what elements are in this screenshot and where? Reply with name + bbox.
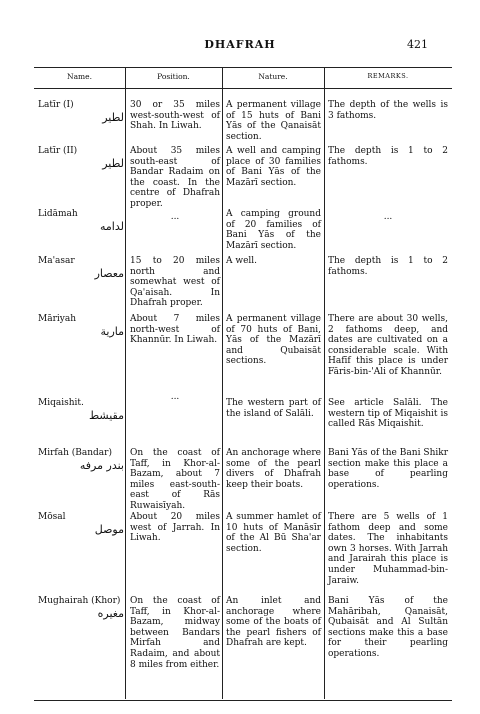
table-cell-nature: A camping ground of 20 families of Bani Yās of the Mazārī section. [226,209,321,251]
table-cell-remarks: See article Salāli. The western tip of Miqaishit is called Rās Miqaishit. [328,398,448,430]
table-cell-nature: An inlet and anchorage where some of the boats of the pearl fishers of Dhafrah are kept. [226,596,321,649]
table-cell-nature: A permanent village of 15 huts of Bani Yās of the Qanaisāt section. [226,100,321,142]
place-name: Mōsal [38,512,66,522]
table-cell-position: On the coast of Taff, in Khor-al-Bazam, about 7 miles east-south-east of Rās Ruwaisīyah. [130,448,220,511]
arabic-name: مقيشط [88,408,124,422]
column-divider [324,67,325,699]
table-cell-remarks: Bani Yās of the Mahāribah, Qanaisāt, Qubaisāt and Al Sultān sections make this a base for their pearling operations. [328,596,448,659]
table-cell-position: 15 to 20 miles north and somewhat west of Qa'aisah. In Dhafrah proper. [130,256,220,309]
table-row-name [38,398,124,421]
column-divider [125,67,126,699]
table-row-name [38,256,124,279]
column-header-remarks: REMARKS. [367,72,409,80]
table-row-name [38,448,124,471]
header-divider [34,88,452,89]
table-cell-remarks: Bani Yās of the Bani Shikr section make this place a base of pearling operations. [328,448,448,490]
arabic-name: معصار [94,266,124,280]
place-name: Lidāmah [38,209,78,219]
table-cell-nature: A well. [226,256,258,266]
table-row-name [38,209,124,232]
column-header-nature: Nature. [258,72,288,81]
table-row-name [38,314,124,337]
table-cell-position: 30 or 35 miles west-south-west of Shah. In Liwah. [130,100,220,132]
place-name: Latīr (I) [38,100,74,110]
arabic-name: مارية [100,324,124,338]
table-cell-nature: A summer hamlet of 10 huts of Manāsīr of the Al Bū Sha'ar section. [226,512,321,554]
arabic-name: موصل [94,522,124,536]
column-divider [222,67,223,699]
place-name: Latīr (II) [38,146,78,156]
place-name: Miqaishit. [38,398,84,408]
table-row-name [38,596,124,619]
table-cell-nature: The western part of the island of Salāli. [226,398,321,419]
table-cell-position: ... [170,392,180,402]
page-title: DHAFRAH [204,38,276,51]
arabic-name: مغيره [97,606,124,620]
table-cell-remarks: The depth is 1 to 2 fathoms. [328,256,448,277]
place-name: Māriyah [38,314,77,324]
table-cell-remarks: There are about 30 wells, 2 fathoms deep, and dates are cultivated on a considerable scale. With Hafīf this place is under Fāris-bin-'Ali of Khannūr. [328,314,448,377]
table-cell-position: About 20 miles west of Jarrah. In Liwah. [130,512,220,544]
page-header [0,38,480,54]
place-name: Ma'asar [38,256,75,266]
column-header-position: Position. [157,72,190,81]
table-row-name [38,100,124,123]
arabic-name: لطير [102,156,124,170]
table-row-name [38,512,124,535]
table-cell-remarks: The depth of the wells is 3 fathoms. [328,100,448,121]
table-cell-position: On the coast of Taff, in Khor-al-Bazam, midway between Bandars Mirfah and Radaim, and about 8 miles from either. [130,596,220,670]
arabic-name: بندر مرفه [79,458,124,472]
table-cell-position: ... [170,212,180,222]
table-cell-remarks: The depth is 1 to 2 fathoms. [328,146,448,167]
page-number: 421 [407,38,428,51]
place-name: Mughairah (Khor) [38,596,121,606]
place-name: Mirfah (Bandar) [38,448,112,458]
table-cell-position: About 7 miles north-west of Khannūr. In Liwah. [130,314,220,346]
table-cell-remarks: There are 5 wells of 1 fathom deep and some dates. The inhabitants own 3 horses. With Jarrah and Jarairah this place is under Muhammad-bin-Jaraiw. [328,512,448,586]
arabic-name: لدامه [100,219,124,233]
arabic-name: لطير [102,110,124,124]
table-cell-nature: An anchorage where some of the pearl divers of Dhafrah keep their boats. [226,448,321,490]
table-cell-remarks: ... [383,212,393,222]
table-cell-position: About 35 miles south-east of Bandar Radaim on the coast. In the centre of Dhafrah proper. [130,146,220,209]
column-header-name: Name. [67,72,92,81]
table-cell-nature: A permanent village of 70 huts of Bani, Yās of the Mazārī and Qubaisāt sections. [226,314,321,367]
table-cell-nature: A well and camping place of 30 families of Bani Yās of the Mazārī section. [226,146,321,188]
table-row-name [38,146,124,169]
